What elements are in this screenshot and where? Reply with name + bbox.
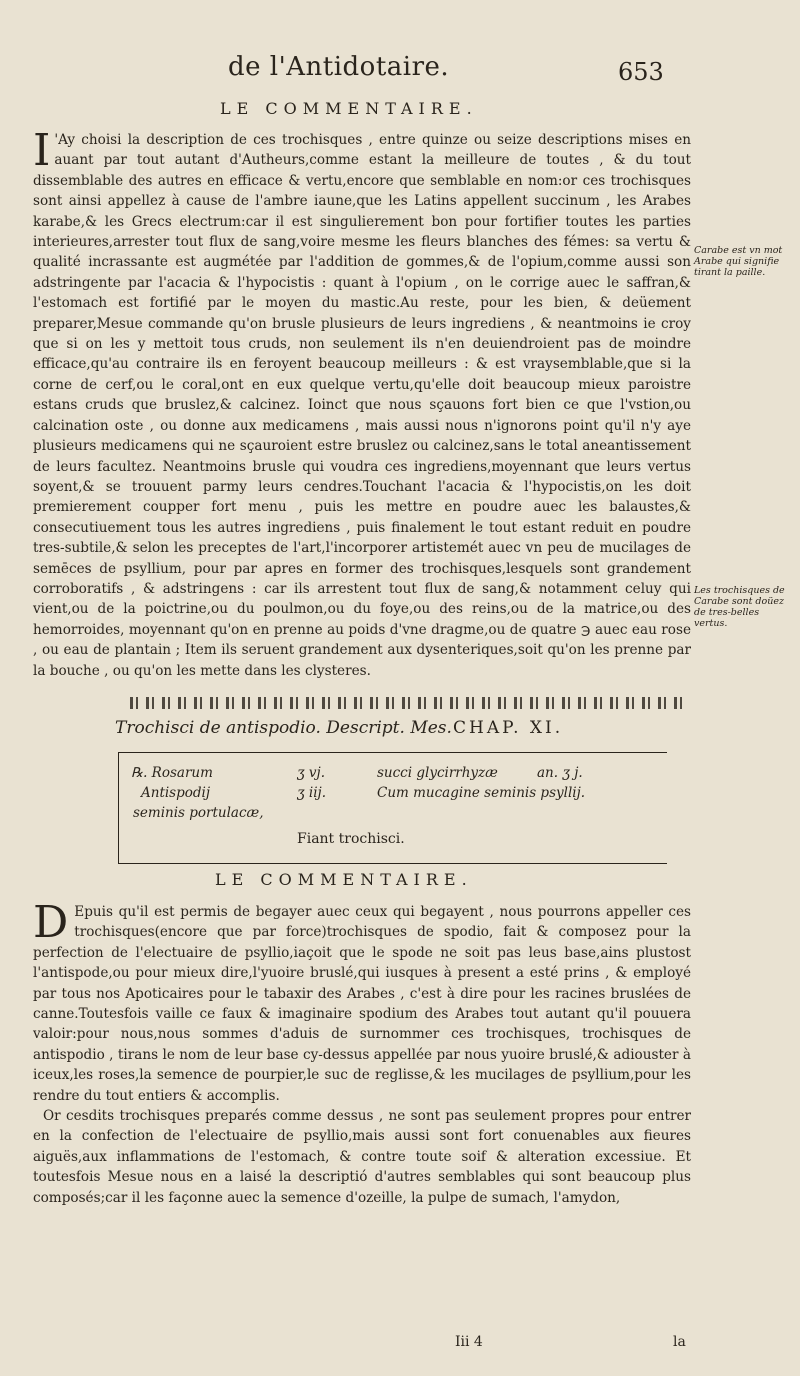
- recipe-instruction: Cum mucagine seminis psyllij.: [377, 785, 586, 801]
- marginal-note-vertus: Les trochisques de Carabe sont doüez de tres-belles vertus.: [694, 585, 785, 629]
- recipe-box: [118, 752, 667, 864]
- chapter-heading: [115, 718, 775, 738]
- recipe-quantity: ʒ iij.: [297, 785, 327, 801]
- recipe-quantity: an. ʒ j.: [537, 765, 583, 781]
- catchword: la: [673, 1334, 686, 1350]
- section-heading-commentaire-2: LE COMMENTAIRE.: [215, 870, 473, 889]
- recipe-ingredient: seminis portulacæ,: [133, 805, 264, 821]
- recipe-ingredient: ℞. Rosarum: [131, 765, 213, 781]
- drop-cap: D: [33, 897, 69, 948]
- paragraph-text: Epuis qu'il est permis de begayer auec ceux qui begayent , nous pourrons appeller ces trochisques(encore que par force)trochisques de spodio, fait & composez pour la perfection de l'electuaire de psyllio,iaçoit que le spode ne soit pas leus base,ains plustost l'antispode,ou pour mieux dire,l'yuoire bruslé,qui iusques à present a esté prins , & employé par tous nos Apoticaires pour le tabaxir des Arabes , c'est à dire pour les racines bruslées de canne.Toutesfois vaille ce faux & imaginaire spodium des Arabes tout autant qu'il pouuera valoir:pour nous,nous sommes d'aduis de surnommer ces trochisques, trochisques de antispodio , tirans le nom de leur base cy-dessus appellée par nous yuoire bruslé,& adiouster à iceux,les roses,la semence de pourpier,le suc de reglisse,& les mucilages de psyllium,pour les rendre du tout entiers & accomplis.: [33, 904, 691, 1104]
- commentary-paragraph-2: [33, 897, 691, 1208]
- chapter-number: CHAP. XI.: [453, 718, 564, 738]
- recipe-ingredient: Antispodij: [141, 785, 211, 801]
- recipe-instruction: Fiant trochisci.: [297, 831, 405, 847]
- page-number: 653: [618, 58, 664, 86]
- commentary-paragraph-3: Or cesdits trochisques preparés comme dessus , ne sont pas seulement propres pour entrer en la confection de l'electuaire de psyllio,mais aussi sont fort conuenables aux fieures aiguës,aux inflammations de l'estomach, & contre toute soif & alteration excessiue. Et toutesfois Mesue nous en a laisé la descriptió d'autres semblables qui sont beaucoup plus composés;car il les façonne auec la semence d'ozeille, la pulpe de sumach, l'amydon,: [33, 1108, 691, 1206]
- recipe-title: Trochisci de antispodio. Descript. Mes.: [115, 718, 452, 738]
- marginal-note-carabe: Carabe est vn mot Arabe qui signifie tirant la paille.: [694, 245, 783, 278]
- ornamental-band: [130, 697, 682, 709]
- recipe-quantity: ʒ vj.: [297, 765, 326, 781]
- section-heading-commentaire: LE COMMENTAIRE.: [220, 99, 478, 118]
- recipe-ingredient: succi glycirrhyzæ: [377, 765, 498, 781]
- paragraph-text: 'Ay choisi la description de ces trochisques , entre quinze ou seize descriptions mises en auant par tout autant d'Autheurs,comme estant la meilleure de toutes , & du tout dissemblable des autres en efficace & vertu,encore que semblable en nom:or ces trochisques sont ainsi appellez à cause de l'ambre iaune,que les Latins appellent succinum , les Arabes karabe,& les Grecs electrum:car il est singulierement bon pour fortifier toutes les parties interieures,arrester tout flux de sang,voire mesme les fleurs blanches des fémes: sa vertu & qualité incrassante est augmétée par l'addition de gommes,& de l'opium,comme aussi son adstringente par l'acacia & l'hypocistis : quant à l'opium , on le corrige auec le saffran,& l'estomach est fortifié par le moyen du mastic.Au reste, pour les bien, & deüement preparer,Mesue commande qu'on brusle plusieurs de leurs ingrediens , & neantmoins ie croy que si on les y mettoit tous cruds, non seulement ils n'en deuiendroient pas de moindre efficace,qu'au contraire ils en feroyent beaucoup meilleurs : & est vraysemblable,que si la corne de cerf,ou le coral,ont en eux quelque vertu,qu'elle doit beaucoup mieux paroistre estans cruds que bruslez,& calcinez. Ioinct que nous sçauons fort bien ce que l'vstion,ou calcination oste , ou donne aux medicamens , mais aussi nous n'ignorons point qu'il n'y aye plusieurs medicamens qui ne sçauroient estre bruslez ou calcinez,sans le total aneantissement de leurs facultez. Neantmoins brusle qui voudra ces ingrediens,moyennant que leurs vertus soyent,& se trouuent parmy leurs cendres.Touchant l'acacia & l'hypocistis,on les doit premierement coupper fort menu , puis les mettre en poudre auec les balaustes,& consecutiuement tous les autres ingrediens , puis finalement le tout estant reduit en poudre tres-subtile,& selon les preceptes de l'art,l'incorporer artistemét auec vn peu de mucilages de semēces de psyllium, pour par apres en former des trochisques,lesquels sont grandement corroboratifs , & adstringens : car ils arrestent tout flux de sang,& notamment celuy qui vient,ou de la poictrine,ou du poulmon,ou du foye,ou des reins,ou de la matrice,ou des hemorroides, moyennant qu'on en prenne au poids d'vne dragme,ou de quatre ℈ auec eau rose , ou eau de plantain ; Item ils seruent grandement aux dysenteriques,soit qu'on les prenne par la bouche , ou qu'on les mette dans les clysteres.: [33, 132, 691, 679]
- signature-mark: Iii 4: [455, 1334, 483, 1350]
- commentary-paragraph-1: [33, 125, 691, 681]
- running-header: de l'Antidotaire.: [228, 52, 450, 82]
- drop-cap: I: [33, 125, 51, 176]
